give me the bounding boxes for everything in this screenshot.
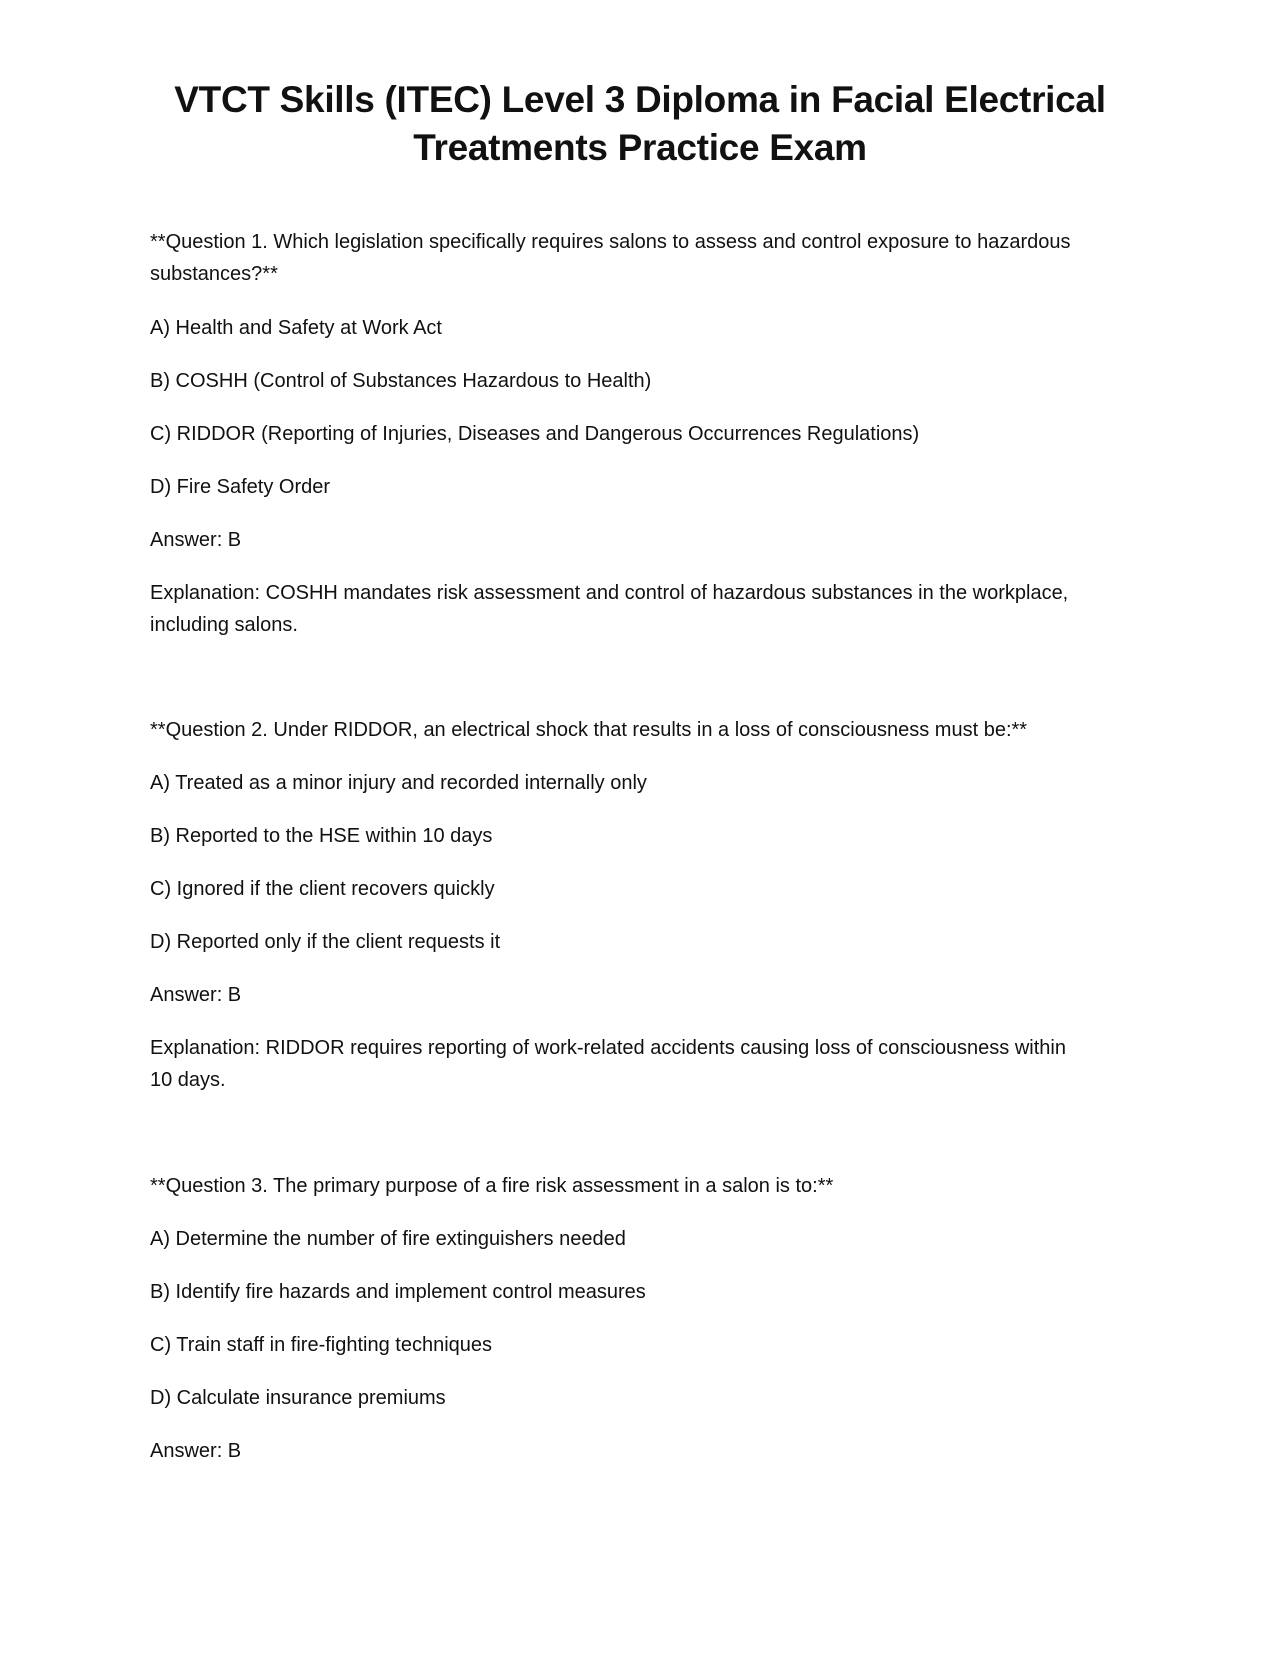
question-1-line-2: substances?**	[150, 263, 278, 285]
question-2-explanation-line-1: Explanation: RIDDOR requires reporting of work-related accidents causing loss of consciousness within	[150, 1037, 1066, 1059]
question-2-answer: Answer: B	[150, 984, 242, 1006]
question-1-option-a: A) Health and Safety at Work Act	[150, 317, 442, 339]
question-1-explanation-line-2: including salons.	[150, 614, 298, 636]
question-1-explanation-line-1: Explanation: COSHH mandates risk assessment and control of hazardous substances in the workplace,	[150, 582, 1069, 604]
question-1-option-d: D) Fire Safety Order	[150, 476, 331, 498]
title-line-2: Treatments Practice Exam	[413, 127, 867, 168]
question-3-answer: Answer: B	[150, 1440, 242, 1462]
question-3-option-a: A) Determine the number of fire extinguishers needed	[150, 1228, 626, 1250]
question-1-answer: Answer: B	[150, 529, 242, 551]
question-2-option-b: B) Reported to the HSE within 10 days	[150, 825, 493, 847]
question-2-option-c: C) Ignored if the client recovers quickly	[150, 878, 495, 900]
question-1-option-b: B) COSHH (Control of Substances Hazardous to Health)	[150, 370, 652, 392]
question-2-option-d: D) Reported only if the client requests it	[150, 931, 501, 953]
question-1-text	[150, 226, 1130, 290]
question-1-option-c: C) RIDDOR (Reporting of Injuries, Diseases and Dangerous Occurrences Regulations)	[150, 423, 920, 445]
question-1-explanation	[150, 577, 1130, 641]
question-2-explanation-line-2: 10 days.	[150, 1069, 226, 1091]
question-2-option-a: A) Treated as a minor injury and recorded internally only	[150, 772, 647, 794]
question-3-option-b: B) Identify fire hazards and implement control measures	[150, 1281, 646, 1303]
question-3-option-c: C) Train staff in fire-fighting techniques	[150, 1334, 493, 1356]
question-2-explanation	[150, 1032, 1130, 1096]
question-3-text: **Question 3. The primary purpose of a fire risk assessment in a salon is to:**	[150, 1175, 834, 1197]
page-title	[140, 76, 1140, 172]
question-3-option-d: D) Calculate insurance premiums	[150, 1387, 446, 1409]
question-2-text: **Question 2. Under RIDDOR, an electrical shock that results in a loss of consciousness must be:**	[150, 719, 1028, 741]
question-1-line-1: **Question 1. Which legislation specifically requires salons to assess and control exposure to hazardous	[150, 231, 1071, 253]
title-line-1: VTCT Skills (ITEC) Level 3 Diploma in Facial Electrical	[174, 79, 1106, 120]
